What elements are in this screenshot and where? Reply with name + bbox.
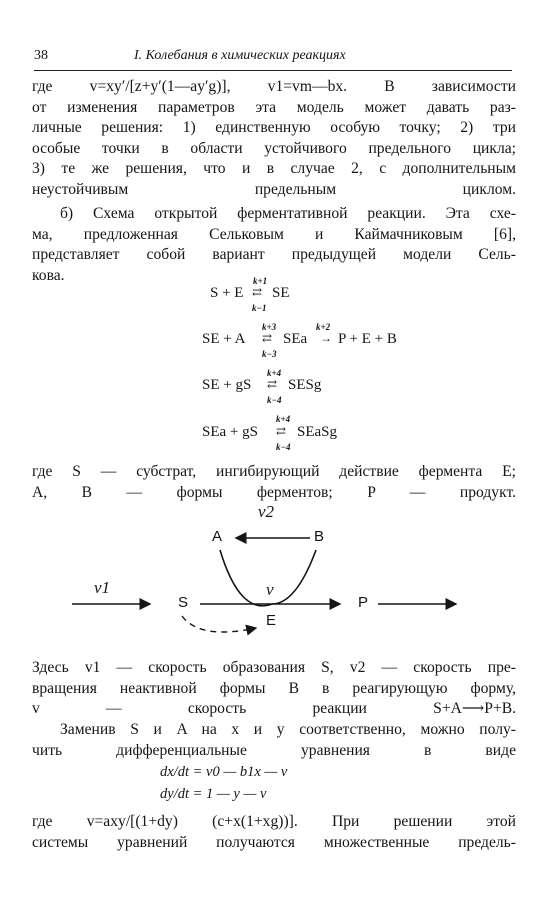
rate-label-v2: v2	[258, 502, 275, 521]
node-s: S	[178, 594, 189, 611]
text-line: кова.	[32, 266, 65, 284]
section-b-paragraph	[32, 204, 516, 286]
rate-constant: k+4	[276, 414, 291, 424]
equilibrium-arrow-icon: ⇄	[262, 331, 273, 345]
substrate-paragraph	[32, 462, 516, 503]
rate-label-v1: v1	[94, 578, 111, 597]
equation-dy-dt: dy/dt = 1 — y — v	[160, 786, 267, 802]
running-header	[34, 46, 512, 71]
rates-paragraph	[32, 658, 516, 720]
text-line: где v=xy′/[z+y′(1—ay′g)], v1=vm—bx. В зависимости	[32, 78, 516, 95]
text-line: A, B — формы ферментов; P — продукт.	[32, 483, 516, 501]
text-line: системы уравнений получаются множественные предель-	[32, 833, 516, 851]
text-line: представляет собой вариант предыдущей модели Сель-	[32, 246, 516, 263]
rate-constant: k+4	[267, 368, 282, 378]
node-e: E	[266, 612, 277, 629]
dashed-inhibition-arrow	[182, 616, 256, 632]
rate-constant: k−3	[262, 349, 277, 359]
equilibrium-arrow-icon: ⇄	[276, 424, 287, 438]
substitution-paragraph	[32, 720, 516, 761]
forward-arrow-icon: →	[320, 331, 332, 345]
text-line: v — скорость реакции S+A⟶P+B.	[32, 700, 516, 717]
text-line: особые точки в области устойчивого предельного цикла;	[32, 139, 516, 157]
final-paragraph	[32, 812, 516, 853]
reaction-products: P + E + B	[338, 331, 397, 347]
rate-constant: k−1	[252, 303, 267, 313]
page-number: 38	[34, 48, 48, 63]
text-line: б) Схема открытой ферментативной реакции. Эта схе-	[60, 205, 516, 222]
rate-constant: k+2	[316, 322, 331, 332]
reaction-scheme-diagram	[60, 498, 490, 648]
node-a: A	[212, 528, 223, 545]
text-line: вращения неактивной формы B в реагирующую форму,	[32, 679, 516, 697]
reaction-right: SE	[272, 285, 290, 301]
reaction-left: SEa + gS	[202, 424, 258, 440]
equation-dx-dt: dx/dt = v0 — b1x — v	[160, 764, 288, 780]
chapter-title: I. Колебания в химических реакциях	[134, 48, 346, 63]
text-line: неустойчивым предельным циклом.	[32, 180, 516, 198]
text-line: 3) те же решения, что и в случае 2, с дополнительным	[32, 160, 516, 177]
intro-paragraph	[32, 77, 516, 200]
text-line: где v=axy/[(1+dy) (c+x(1+xg))]. При решении этой	[32, 813, 516, 830]
text-line: Здесь v1 — скорость образования S, v2 — скорость пре-	[32, 659, 516, 676]
node-b: B	[314, 528, 325, 545]
rate-constant: k+3	[262, 322, 277, 332]
rate-constant: k−4	[267, 395, 282, 405]
node-p: P	[358, 594, 369, 611]
reaction-right: SEaSg	[297, 424, 338, 440]
equilibrium-arrow-icon: ⇄	[252, 285, 263, 299]
reaction-right: SESg	[288, 377, 322, 393]
reaction-left: SE + A	[202, 331, 246, 347]
rate-label-v: v	[266, 580, 274, 599]
reaction-left: S + E	[210, 285, 244, 301]
text-line: Заменив S и A на x и y соответственно, можно полу-	[60, 721, 516, 738]
text-line: от изменения параметров эта модель может давать раз-	[32, 98, 516, 116]
text-line: личные решения: 1) единственную особую точку; 2) три	[32, 119, 516, 136]
reaction-left: SE + gS	[202, 377, 252, 393]
text-line: где S — субстрат, ингибирующий действие фермента E;	[32, 463, 516, 480]
rate-constant: k+1	[253, 276, 268, 286]
text-line: ма, предложенная Сельковым и Каймачниковым [6],	[32, 225, 516, 243]
reaction-right: SEa	[283, 331, 308, 347]
rate-constant: k−4	[276, 442, 291, 452]
text-line: чить дифференциальные уравнения в виде	[32, 741, 516, 759]
equilibrium-arrow-icon: ⇄	[267, 377, 278, 391]
